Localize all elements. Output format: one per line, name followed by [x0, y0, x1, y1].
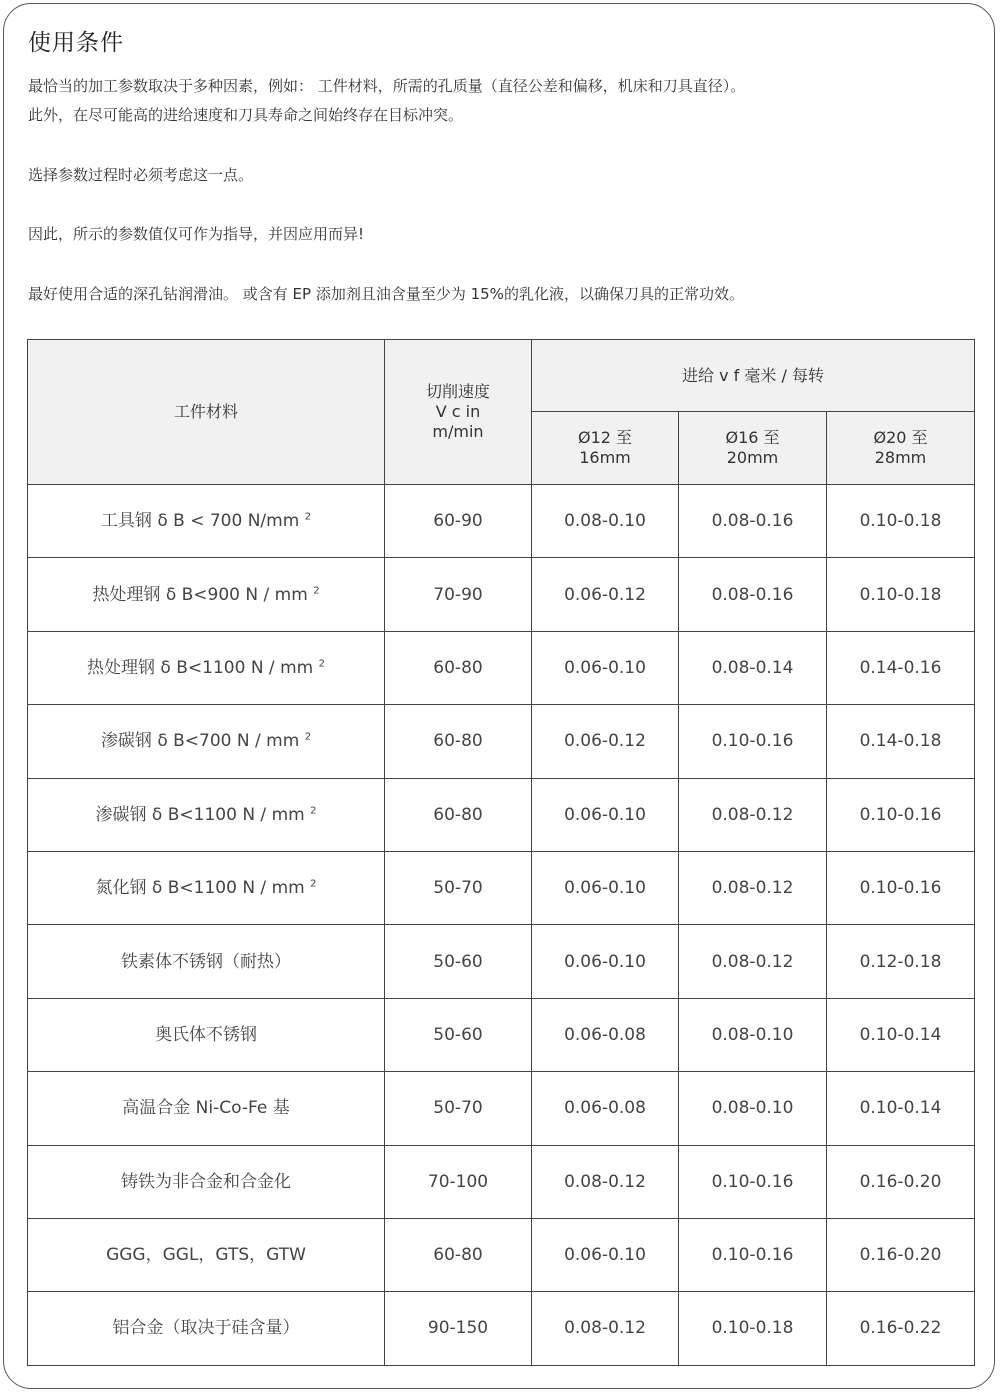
- cell-material: GGG，GGL，GTS，GTW: [28, 1218, 385, 1291]
- cell-material: 渗碳钢 δ B<1100 N / mm $^2$: [28, 778, 385, 851]
- header-diameter-20-28: [827, 412, 975, 485]
- cell-feed-1: 0.06-0.08: [532, 1072, 679, 1145]
- cell-material: 奥氏体不锈钢: [28, 998, 385, 1071]
- cell-feed-3: 0.10-0.16: [827, 851, 975, 924]
- header-d1-line2: 16mm: [579, 448, 631, 467]
- cell-feed-2: 0.08-0.10: [679, 1072, 827, 1145]
- cell-feed-2: 0.10-0.16: [679, 1145, 827, 1218]
- cell-speed: 50-70: [385, 1072, 532, 1145]
- cell-speed: 60-80: [385, 1218, 532, 1291]
- header-d3-line1: Ø20 至: [873, 428, 928, 447]
- cutting-parameters-table: [27, 339, 975, 1366]
- cell-speed: 70-90: [385, 558, 532, 631]
- cell-feed-3: 0.12-0.18: [827, 925, 975, 998]
- table-row: [28, 485, 975, 558]
- cell-feed-1: 0.06-0.10: [532, 631, 679, 704]
- cell-feed-2: 0.08-0.12: [679, 925, 827, 998]
- cell-feed-3: 0.10-0.14: [827, 998, 975, 1071]
- cell-material: 热处理钢 δ B<1100 N / mm $^2$: [28, 631, 385, 704]
- cell-material: 渗碳钢 δ B<700 N / mm $^2$: [28, 705, 385, 778]
- header-material: 工件材料: [28, 340, 385, 485]
- table-row: [28, 1292, 975, 1365]
- cell-speed: 50-60: [385, 925, 532, 998]
- table-row: [28, 558, 975, 631]
- header-diameter-12-16: [532, 412, 679, 485]
- cell-material: 铁素体不锈钢（耐热）: [28, 925, 385, 998]
- cell-speed: 60-80: [385, 778, 532, 851]
- header-d2-line1: Ø16 至: [725, 428, 780, 447]
- cell-material: 热处理钢 δ B<900 N / mm $^2$: [28, 558, 385, 631]
- cell-speed: 90-150: [385, 1292, 532, 1365]
- cell-feed-3: 0.10-0.18: [827, 485, 975, 558]
- cell-speed: 60-80: [385, 705, 532, 778]
- cell-feed-3: 0.10-0.18: [827, 558, 975, 631]
- table-row: [28, 1218, 975, 1291]
- header-d2-line2: 20mm: [726, 448, 779, 467]
- table-row: [28, 998, 975, 1071]
- cell-feed-2: 0.08-0.10: [679, 998, 827, 1071]
- cell-speed: 60-90: [385, 485, 532, 558]
- table-row: [28, 631, 975, 704]
- paragraph-conflict: 此外，在尽可能高的进给速度和刀具寿命之间始终存在目标冲突。: [28, 106, 464, 124]
- cell-feed-1: 0.08-0.12: [532, 1292, 679, 1365]
- cell-material: 氮化钢 δ B<1100 N / mm $^2$: [28, 851, 385, 924]
- cell-feed-1: 0.06-0.10: [532, 925, 679, 998]
- paragraph-consider: 选择参数过程时必须考虑这一点。: [28, 166, 254, 184]
- header-feed: 进给 v f 毫米 / 每转: [532, 340, 975, 412]
- cell-material: 铝合金（取决于硅含量）: [28, 1292, 385, 1365]
- cell-feed-3: 0.10-0.16: [827, 778, 975, 851]
- cell-material: 高温合金 Ni-Co-Fe 基: [28, 1072, 385, 1145]
- page-title: 使用条件: [28, 30, 124, 56]
- paragraph-guidance: 因此，所示的参数值仅可作为指导，并因应用而异!: [28, 225, 365, 243]
- header-speed-line2: V c in: [435, 402, 481, 421]
- cell-feed-2: 0.08-0.16: [679, 558, 827, 631]
- cell-feed-3: 0.14-0.16: [827, 631, 975, 704]
- cell-feed-1: 0.06-0.10: [532, 1218, 679, 1291]
- cell-speed: 50-70: [385, 851, 532, 924]
- cell-feed-1: 0.06-0.10: [532, 778, 679, 851]
- header-cutting-speed: [385, 340, 532, 485]
- cell-material: 工具钢 δ B < 700 N/mm $^2$: [28, 485, 385, 558]
- cell-feed-3: 0.16-0.22: [827, 1292, 975, 1365]
- header-speed-line1: 切削速度: [425, 382, 490, 401]
- cell-feed-2: 0.10-0.16: [679, 1218, 827, 1291]
- cell-speed: 70-100: [385, 1145, 532, 1218]
- cell-feed-1: 0.08-0.10: [532, 485, 679, 558]
- cell-feed-2: 0.08-0.14: [679, 631, 827, 704]
- header-diameter-16-20: [679, 412, 827, 485]
- cell-material: 铸铁为非合金和合金化: [28, 1145, 385, 1218]
- cell-feed-2: 0.08-0.12: [679, 778, 827, 851]
- cell-feed-1: 0.06-0.12: [532, 705, 679, 778]
- cell-feed-1: 0.06-0.08: [532, 998, 679, 1071]
- table-row: [28, 851, 975, 924]
- cell-feed-2: 0.10-0.18: [679, 1292, 827, 1365]
- header-d1-line1: Ø12 至: [577, 428, 633, 447]
- table-row: [28, 778, 975, 851]
- table-row: [28, 1072, 975, 1145]
- cell-feed-3: 0.16-0.20: [827, 1145, 975, 1218]
- cell-feed-3: 0.10-0.14: [827, 1072, 975, 1145]
- cell-feed-3: 0.16-0.20: [827, 1218, 975, 1291]
- cell-feed-1: 0.06-0.12: [532, 558, 679, 631]
- paragraph-factors: 最恰当的加工参数取决于多种因素，例如： 工件材料，所需的孔质量（直径公差和偏移，机床和刀具直径）。: [28, 77, 746, 95]
- header-speed-line3: m/min: [432, 422, 484, 441]
- cell-feed-2: 0.10-0.16: [679, 705, 827, 778]
- cell-speed: 50-60: [385, 998, 532, 1071]
- cell-feed-1: 0.08-0.12: [532, 1145, 679, 1218]
- table-row: [28, 705, 975, 778]
- cell-feed-2: 0.08-0.12: [679, 851, 827, 924]
- cell-feed-3: 0.14-0.18: [827, 705, 975, 778]
- cell-feed-2: 0.08-0.16: [679, 485, 827, 558]
- paragraph-lubricant: 最好使用合适的深孔钻润滑油。 或含有 EP 添加剂且油含量至少为 15%的乳化液，以确保刀具的正常功效。: [28, 285, 744, 303]
- cell-feed-1: 0.06-0.10: [532, 851, 679, 924]
- header-d3-line2: 28mm: [874, 448, 927, 467]
- cell-speed: 60-80: [385, 631, 532, 704]
- table-row: [28, 925, 975, 998]
- table-row: [28, 1145, 975, 1218]
